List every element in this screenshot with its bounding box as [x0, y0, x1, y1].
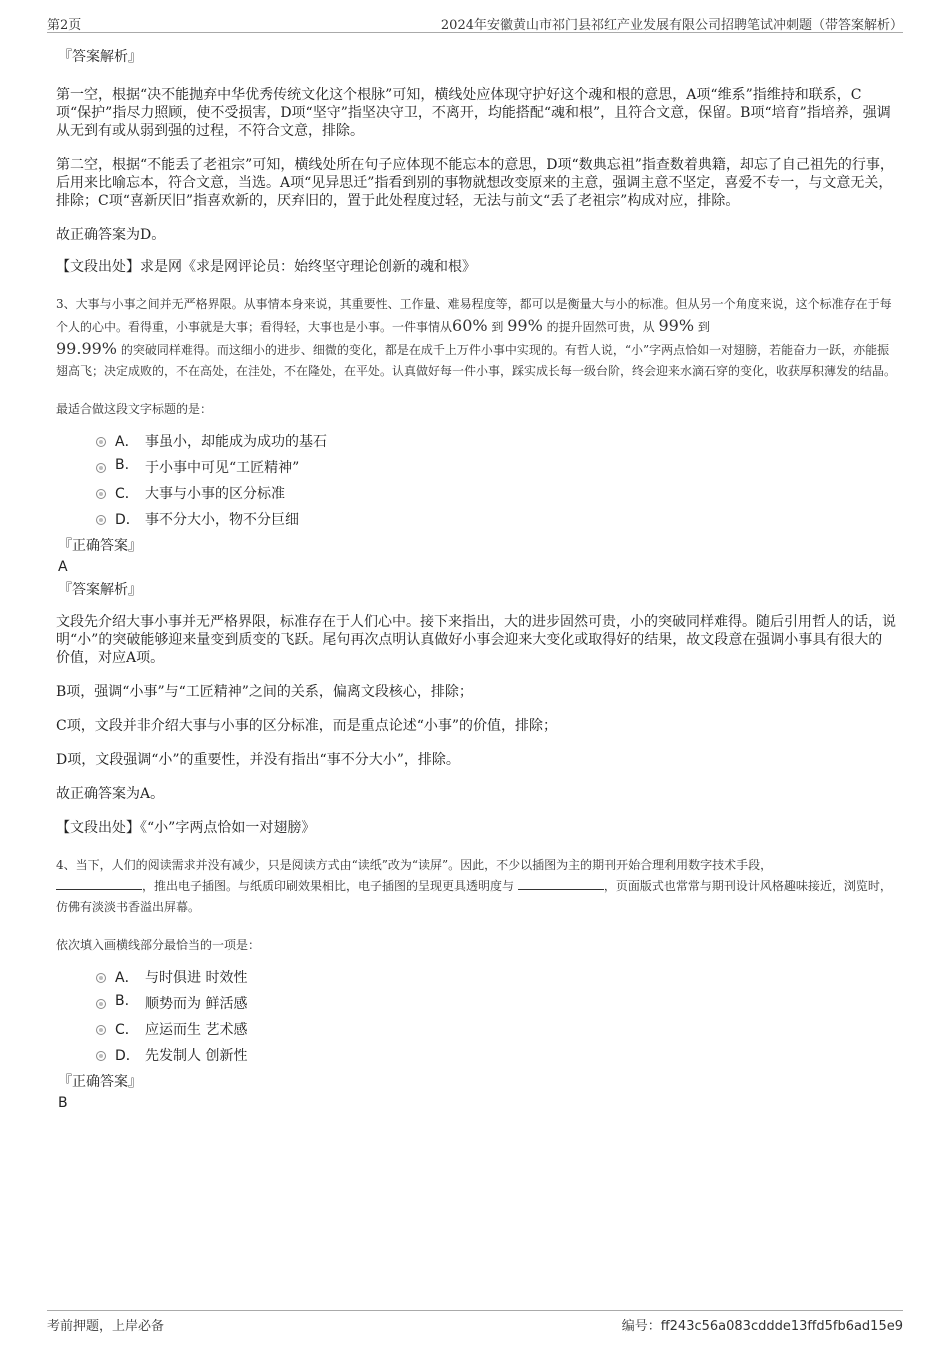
question-prompt: 最适合做这段文字标题的是： — [56, 402, 213, 416]
radio-icon[interactable] — [96, 999, 106, 1009]
analysis-conclusion: 故正确答案为A。 — [56, 786, 165, 802]
analysis-paragraph: B项，强调“小事”与“工匠精神”之间的关系，偏离文段核心，排除； — [56, 684, 473, 700]
document-id: 编号：ff243c56a083cddde13ffd5fb6ad15e9 — [621, 1319, 903, 1334]
page-header — [47, 12, 903, 33]
analysis-paragraph: C项，文段并非介绍大事与小事的区分标准，而是重点论述“小事”的价值，排除； — [56, 718, 558, 734]
correct-answer: B — [58, 1095, 68, 1111]
radio-icon[interactable] — [96, 1051, 106, 1061]
analysis-conclusion: 故正确答案为D。 — [56, 227, 166, 243]
options-list — [56, 431, 896, 535]
page-footer — [47, 1310, 903, 1335]
question-passage: 3、大事与小事之间并无严格界限。从事情本身来说，其重要性、工作量、难易程度等，都可以是衡量大与小的标准。但从另一个角度来说，这个标准存在于每个人的心中。看得重，小事就是大事；看得轻，大事也是小事。一件事情从60% 到 99% 的提升固然可贵，从 99% 到 99.99% 的突破同样难得。而这细小的进步、细微的变化，都是在成千上万件小事中实现的。有哲人说，“小”字两点恰如一对翅膀，若能奋力一跃，亦能振翅高飞；决定成败的，不在高处，在洼处，不在隆处，在平处。认真做好每一件小事，踩实成长每一级台阶，终会迎来水滴石穿的变化，收获厚积薄发的结晶。 — [56, 297, 897, 378]
document-title: 2024年安徽黄山市祁门县祁红产业发展有限公司招聘笔试冲刺题（带答案解析） — [440, 18, 903, 33]
page-number: 第2页 — [47, 18, 82, 33]
question-prompt: 依次填入画横线部分最恰当的一项是： — [56, 938, 261, 952]
analysis-paragraph: D项，文段强调“小”的重要性，并没有指出“事不分大小”，排除。 — [56, 752, 460, 768]
analysis-label: 『答案解析』 — [58, 582, 142, 598]
fill-blank — [56, 877, 142, 890]
analysis-paragraph: 第二空，根据“不能丢了老祖宗”可知，横线处所在句子应体现不能忘本的意思，D项“数典忘祖”指查数着典籍，却忘了自己祖先的行事，后用来比喻忘本，符合文意，当选。A项“见异思迁”指看到别的事物就想改变原来的主意，强调主意不坚定，喜爱不专一，与文意无关，排除；C项“喜新厌旧”指喜欢新的，厌弃旧的，置于此处程度过轻，无法与前文“丢了老祖宗”构成对应，排除。 — [56, 157, 894, 209]
radio-icon[interactable] — [96, 1025, 106, 1035]
radio-icon[interactable] — [96, 489, 106, 499]
fill-blank — [518, 877, 604, 890]
passage-source: 【文段出处】《“小”字两点恰如一对翅膀》 — [56, 820, 316, 836]
footer-slogan: 考前押题，上岸必备 — [47, 1319, 165, 1334]
option-a[interactable]: A． 与时俱进 时效性 — [56, 967, 896, 993]
option-d[interactable]: D． 事不分大小，物不分巨细 — [56, 509, 896, 535]
passage-source: 【文段出处】求是网《求是网评论员：始终坚守理论创新的魂和根》 — [56, 259, 476, 275]
option-c[interactable]: C． 应运而生 艺术感 — [56, 1019, 896, 1045]
math-percent: 99% — [658, 316, 695, 335]
option-d[interactable]: D． 先发制人 创新性 — [56, 1045, 896, 1071]
math-percent: 60% — [452, 316, 488, 335]
q2-analysis — [56, 46, 896, 276]
correct-answer: A — [58, 559, 68, 575]
radio-icon[interactable] — [96, 515, 106, 525]
option-b[interactable]: B. 于小事中可见“工匠精神” — [56, 457, 896, 483]
radio-icon[interactable] — [96, 973, 106, 983]
correct-answer-label: 『正确答案』 — [58, 538, 142, 554]
radio-icon[interactable] — [96, 463, 106, 473]
page-content — [56, 40, 896, 1113]
math-percent: 99.99% — [56, 339, 118, 358]
question-passage: 4、当下，人们的阅读需求并没有减少，只是阅读方式由“读纸”改为“读屏”。因此，不少以插图为主的期刊开始合理利用数字技术手段， ，推出电子插图。与纸质印刷效果相比，电子插图的呈现更具透明度与 ，页面版式也常常与期刊设计风格趣味接近，浏览时，仿佛有淡淡书香溢出屏幕。 — [56, 858, 892, 914]
question-4 — [56, 855, 896, 1113]
analysis-label: 『答案解析』 — [58, 49, 142, 65]
analysis-paragraph: 第一空，根据“决不能抛弃中华优秀传统文化这个根脉”可知，横线处应体现守护好这个魂和根的意思，A项“维系”指维持和联系，C项“保护”指尽力照顾，使不受损害，D项“坚守”指坚决守卫，不离开，均能搭配“魂和根”，且符合文意，保留。B项“培育”指培养，强调从无到有或从弱到强的过程，不符合文意，排除。 — [56, 87, 891, 139]
options-list — [56, 967, 896, 1071]
radio-icon[interactable] — [96, 437, 106, 447]
option-a[interactable]: A． 事虽小，却能成为成功的基石 — [56, 431, 896, 457]
question-3 — [56, 294, 896, 837]
math-percent: 99% — [507, 316, 543, 335]
correct-answer-label: 『正确答案』 — [58, 1074, 142, 1090]
analysis-paragraph: 文段先介绍大事小事并无严格界限，标准存在于人们心中。接下来指出，大的进步固然可贵，小的突破同样难得。随后引用哲人的话，说明“小”的突破能够迎来量变到质变的飞跃。尾句再次点明认真做好小事会迎来大变化或取得好的结果，故文段意在强调小事具有很大的价值，对应A项。 — [56, 614, 896, 666]
option-b[interactable]: B. 顺势而为 鲜活感 — [56, 993, 896, 1019]
option-c[interactable]: C． 大事与小事的区分标准 — [56, 483, 896, 509]
